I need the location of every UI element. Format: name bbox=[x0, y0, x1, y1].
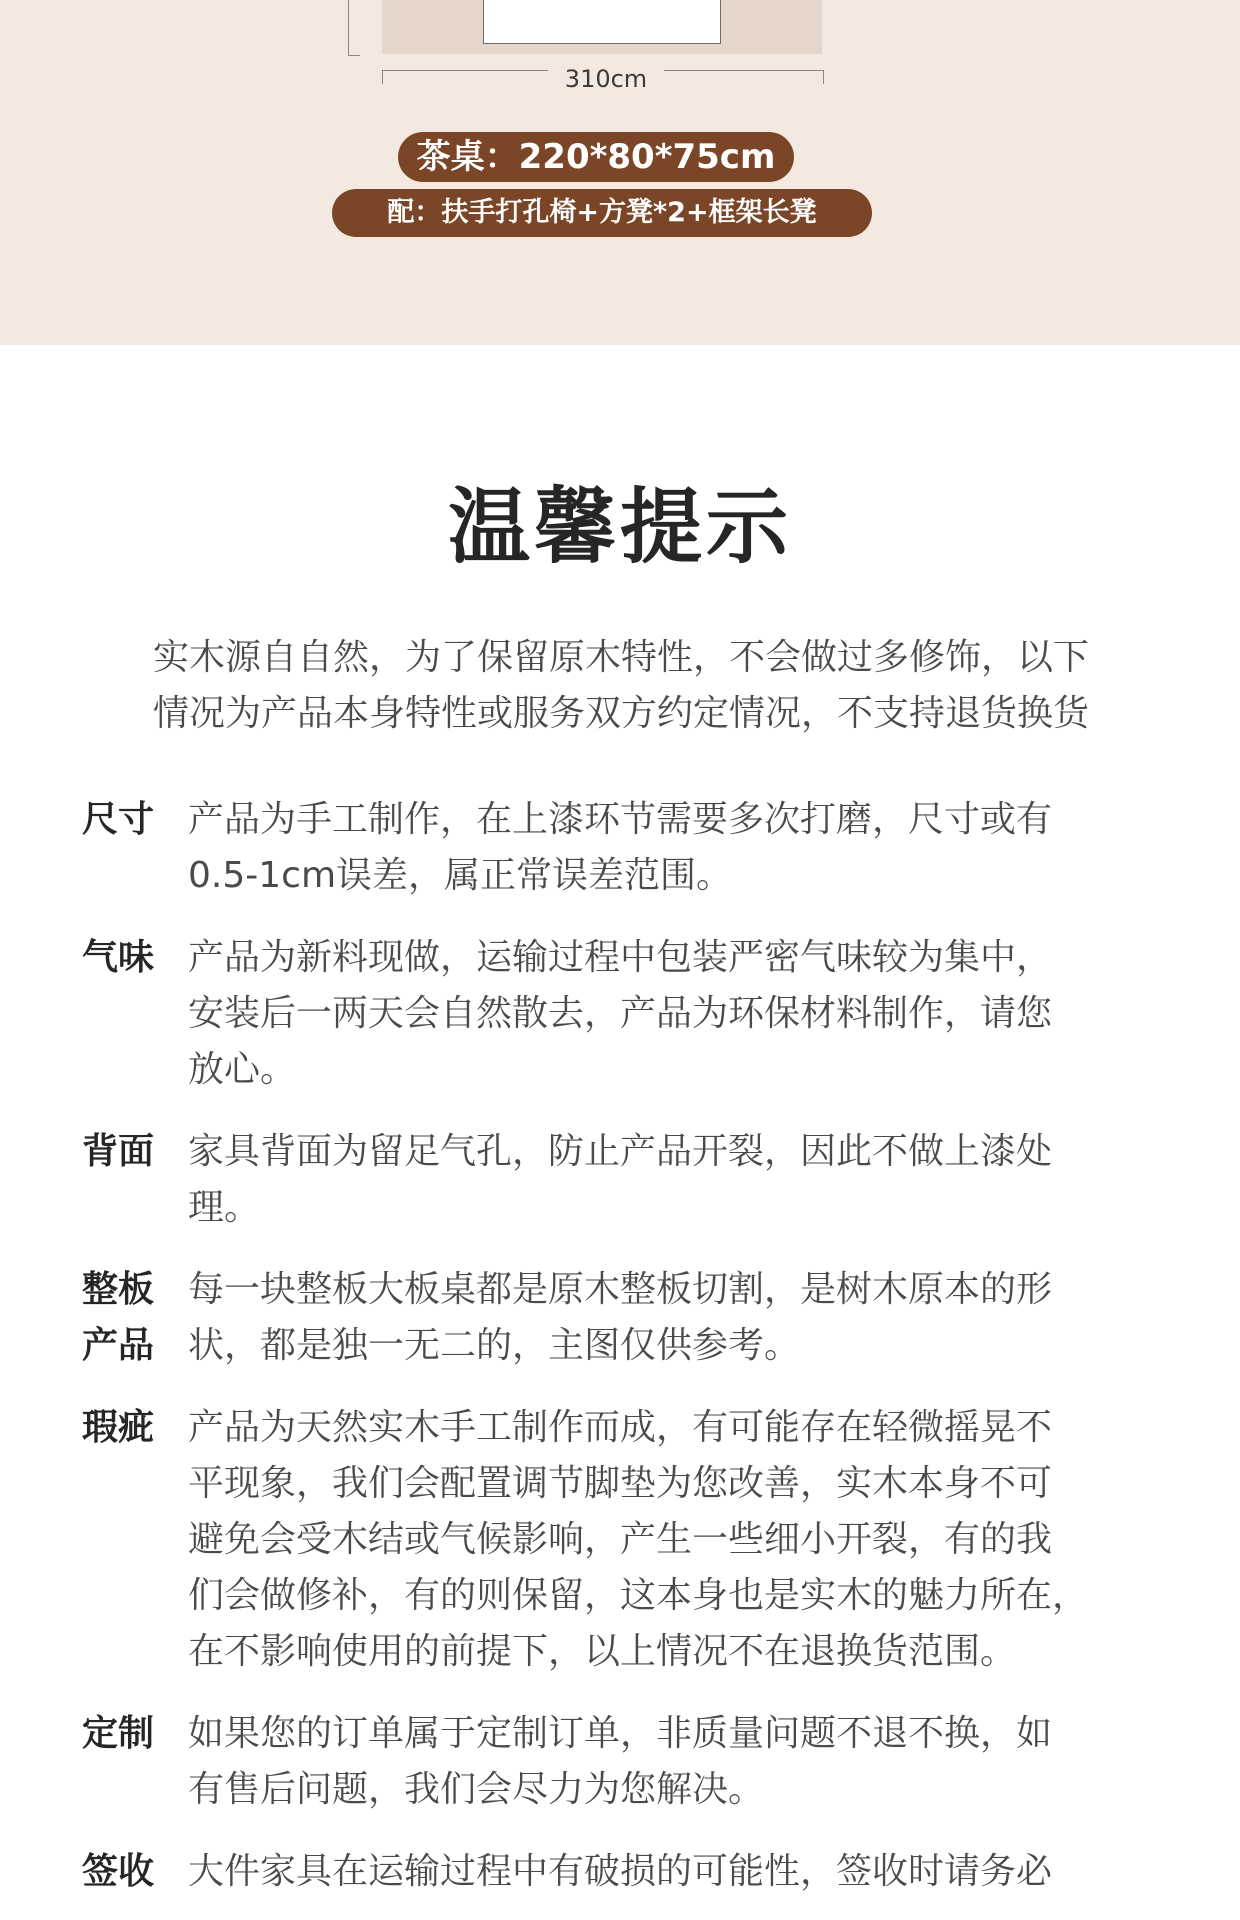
notice-label: 气味 bbox=[82, 937, 155, 978]
table-outline bbox=[483, 0, 721, 44]
width-dimension-line-right bbox=[664, 70, 824, 84]
notice-item-slab bbox=[82, 1262, 1182, 1374]
notice-text: 如果您的订单属于定制订单，非质量问题不退不换，如 有售后问题，我们会尽力为您解决。 bbox=[188, 1713, 1053, 1810]
notice-item-back bbox=[82, 1124, 1182, 1236]
notice-item-flaws bbox=[82, 1400, 1182, 1680]
notice-text: 产品为新料现做，运输过程中包装严密气味较为集中， 安装后一两天会自然散去，产品为环保材料制作，请您 放心。 bbox=[188, 937, 1053, 1090]
notice-label: 签收 bbox=[82, 1851, 155, 1892]
notice-text: 每一块整板大板桌都是原木整板切割，是树木原本的形 状，都是独一无二的，主图仅供参考。 bbox=[188, 1269, 1053, 1366]
table-size-badge: 茶桌：220*80*75cm bbox=[398, 132, 794, 182]
layout-diagram-section bbox=[0, 0, 1240, 345]
notice-item-receipt bbox=[82, 1844, 1182, 1900]
notice-label: 背面 bbox=[82, 1131, 155, 1172]
depth-dimension-line bbox=[348, 0, 360, 56]
notice-text: 家具背面为留足气孔，防止产品开裂，因此不做上漆处 理。 bbox=[188, 1131, 1053, 1228]
notice-item-custom bbox=[82, 1706, 1182, 1818]
notice-item-smell bbox=[82, 930, 1182, 1098]
notice-text: 产品为手工制作，在上漆环节需要多次打磨，尺寸或有 0.5-1cm误差，属正常误差范围。 bbox=[188, 799, 1053, 896]
width-dimension-line-left bbox=[382, 70, 548, 84]
notice-list bbox=[82, 792, 1182, 1900]
notice-text: 大件家具在运输过程中有破损的可能性，签收时请务必 bbox=[188, 1851, 1053, 1892]
notice-label: 定制 bbox=[82, 1713, 155, 1754]
notice-label: 整板 产品 bbox=[82, 1269, 155, 1366]
notice-item-size bbox=[82, 792, 1182, 904]
notice-text: 产品为天然实木手工制作而成，有可能存在轻微摇晃不 平现象，我们会配置调节脚垫为您改善，实木本身不可 避免会受木结或气候影响，产生一些细小开裂，有的我 们会做修补，有的则保留，这本身也是实木的魅力所在， 在不影响使用的前提下，以上情况不在退换货范围。 bbox=[188, 1407, 1089, 1672]
intro-paragraph bbox=[86, 630, 1156, 742]
config-badge: 配：扶手打孔椅+方凳*2+框架长凳 bbox=[332, 189, 872, 237]
notice-label: 瑕疵 bbox=[82, 1407, 155, 1448]
intro-line: 情况为产品本身特性或服务双方约定情况，不支持退货换货 bbox=[152, 693, 1089, 734]
intro-line: 实木源自自然，为了保留原木特性，不会做过多修饰，以下 bbox=[152, 637, 1089, 678]
width-dimension-label: 310cm bbox=[564, 65, 648, 93]
notice-label: 尺寸 bbox=[82, 799, 155, 840]
page-title: 温馨提示 bbox=[447, 480, 792, 575]
